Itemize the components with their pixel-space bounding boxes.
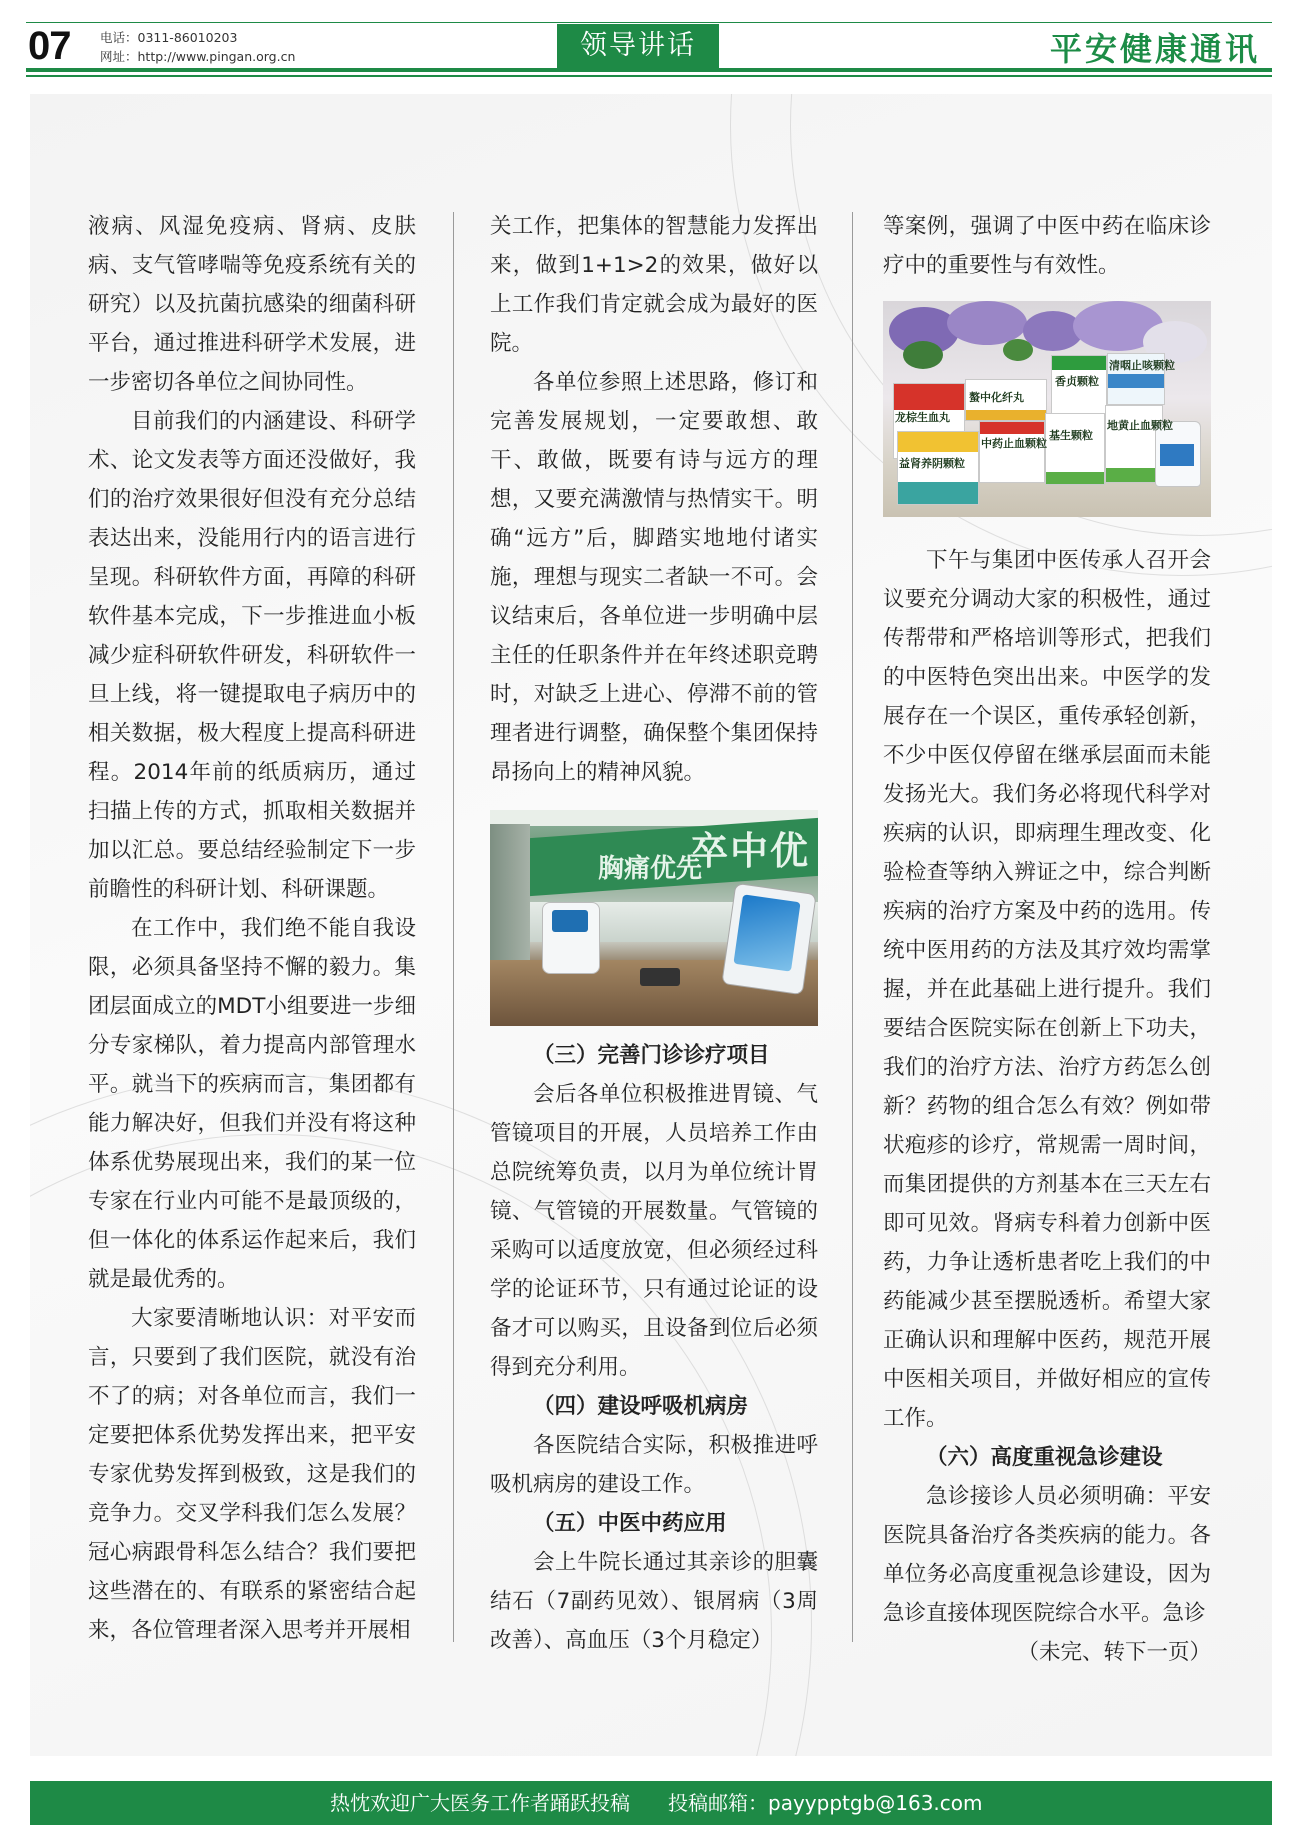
- column-divider: [453, 212, 454, 1642]
- tcm-medicine-photo: [883, 301, 1211, 517]
- medicine-box-label: 基生颗粒: [1049, 429, 1093, 442]
- header-rule-thin: [26, 75, 1272, 77]
- medicine-box-label: 龙棕生血丸: [895, 411, 950, 424]
- stroke-priority-sign: 卒中优: [690, 829, 811, 873]
- article-column-3: [883, 207, 1211, 1672]
- submission-invite: 热忱欢迎广大医务工作者踊跃投稿: [330, 1791, 630, 1815]
- paragraph: 会上牛院长通过其亲诊的胆囊结石（7副药见效）、银屑病（3周改善）、高血压（3个月稳定）: [490, 1550, 818, 1653]
- brand-logo-text: 平安健康通讯: [1049, 30, 1260, 68]
- medicine-box-label: 清咽止咳颗粒: [1109, 359, 1175, 372]
- paragraph: 急诊接诊人员必须明确：平安医院具备治疗各类疾病的能力。各单位务必高度重视急诊建设，因为急诊直接体现医院综合水平。急诊: [883, 1484, 1211, 1626]
- continued-note: （未完、转下一页）: [1017, 1640, 1211, 1665]
- section-heading: （六）高度重视急诊建设: [926, 1445, 1163, 1470]
- medicine-box-label: 地黄止血颗粒: [1107, 419, 1173, 432]
- header-top-rule: [26, 22, 1272, 23]
- paragraph: 液病、风湿免疫病、肾病、皮肤病、支气管哮喘等免疫系统有关的研究）以及抗菌抗感染的细菌科研平台，通过推进科研学术发展，进一步密切各单位之间协同性。: [88, 214, 416, 395]
- article-column-2: [490, 207, 818, 1660]
- contact-info: [100, 28, 295, 66]
- section-heading: （五）中医中药应用: [533, 1511, 727, 1536]
- medicine-box-label: 螯中化纤丸: [969, 391, 1024, 404]
- page-header: [0, 0, 1300, 80]
- page-footer: [30, 1781, 1272, 1825]
- paragraph: 目前我们的内涵建设、科研学术、论文发表等方面还没做好，我们的治疗效果很好但没有充分总结表达出来，没能用行内的语言进行呈现。科研软件方面，再障的科研软件基本完成，下一步推进血小板减少症科研软件研发，科研软件一旦上线，将一键提取电子病历中的相关数据，极大程度上提高科研进程。2014年前的纸质病历，通过扫描上传的方式，抓取相关数据并加以汇总。要总结经验制定下一步前瞻性的科研计划、科研课题。: [88, 409, 416, 902]
- paragraph: 会后各单位积极推进胃镜、气管镜项目的开展，人员培养工作由总院统筹负责，以月为单位统计胃镜、气管镜的开展数量。气管镜的采购可以适度放宽，但必须经过科学的论证环节，只有通过论证的设备才可以购买，且设备到位后必须得到充分利用。: [490, 1082, 818, 1380]
- article-column-1: [88, 207, 416, 1650]
- submission-email[interactable]: 投稿邮箱：payypptgb@163.com: [668, 1791, 983, 1815]
- section-heading: （四）建设呼吸机病房: [533, 1394, 749, 1419]
- header-rule-thick: [26, 68, 1272, 72]
- section-heading: （三）完善门诊诊疗项目: [533, 1043, 770, 1068]
- phone-text: 电话：0311-86010203: [100, 30, 238, 45]
- medicine-box: [979, 421, 1045, 483]
- medicine-box-label: 中药止血颗粒: [981, 437, 1047, 450]
- page-number: 07: [28, 24, 71, 68]
- paragraph: 各单位参照上述思路，修订和完善发展规划，一定要敢想、敢干、敢做，既要有诗与远方的理想，又要充满激情与热情实干。明确“远方”后，脚踏实地地付诸实施，理想与现实二者缺一不可。会议结束后，各单位进一步明确中层主任的任职条件并在年终述职竞聘时，对缺乏上进心、停滞不前的管理者进行调整，确保整个集团保持昂扬向上的精神风貌。: [490, 370, 818, 785]
- medicine-box: [1045, 413, 1105, 485]
- paragraph: 等案例，强调了中医中药在临床诊疗中的重要性与有效性。: [883, 214, 1211, 278]
- website-text: 网址：http://www.pingan.org.cn: [100, 49, 296, 64]
- hospital-hall-photo: [490, 810, 818, 1026]
- column-divider: [852, 212, 853, 1642]
- paragraph: 下午与集团中医传承人召开会议要充分调动大家的积极性，通过传帮带和严格培训等形式，把我们的中医特色突出出来。中医学的发展存在一个误区，重传承轻创新，不少中医仅停留在继承层面而未能发扬光大。我们务必将现代科学对疾病的认识，即病理生理改变、化验检查等纳入辨证之中，综合判断疾病的治疗方案及中药的选用。传统中医用药的方法及其疗效均需掌握，并在此基础上进行提升。我们要结合医院实际在创新上下功夫，我们的治疗方法、治疗方药怎么创新？药物的组合怎么有效？例如带状疱疹的诊疗，常规需一周时间，而集团提供的方剂基本在三天左右即可见效。肾病专科着力创新中医药，力争让透析患者吃上我们的中药能减少甚至摆脱透析。希望大家正确认识和理解中医药，规范开展中医相关项目，并做好相应的宣传工作。: [883, 548, 1211, 1431]
- paragraph: 关工作，把集体的智慧能力发挥出来，做到1+1>2的效果，做好以上工作我们肯定就会成为最好的医院。: [490, 214, 818, 356]
- paragraph: 在工作中，我们绝不能自我设限，必须具备坚持不懈的毅力。集团层面成立的MDT小组要进一步细分专家梯队，着力提高内部管理水平。就当下的疾病而言，集团都有能力解决好，但我们并没有将这种体系优势展现出来，我们的某一位专家在行业内可能不是最顶级的，但一体化的体系运作起来后，我们就是最优秀的。: [88, 916, 416, 1292]
- paragraph: 大家要清晰地认识：对平安而言，只要到了我们医院，就没有治不了的病；对各单位而言，我们一定要把体系优势发挥出来，把平安专家优势发挥到极致，这是我们的竞争力。交叉学科我们怎么发展？冠心病跟骨科怎么结合？我们要把这些潜在的、有联系的紧密结合起来，各位管理者深入思考并开展相: [88, 1306, 416, 1643]
- paragraph: 各医院结合实际，积极推进呼吸机病房的建设工作。: [490, 1433, 818, 1497]
- medicine-box-label: 益肾养阴颗粒: [899, 457, 965, 470]
- medicine-box-label: 香贞颗粒: [1055, 375, 1099, 388]
- chest-pain-priority-sign: 胸痛优先: [598, 854, 703, 884]
- section-tab: 领导讲话: [557, 24, 719, 68]
